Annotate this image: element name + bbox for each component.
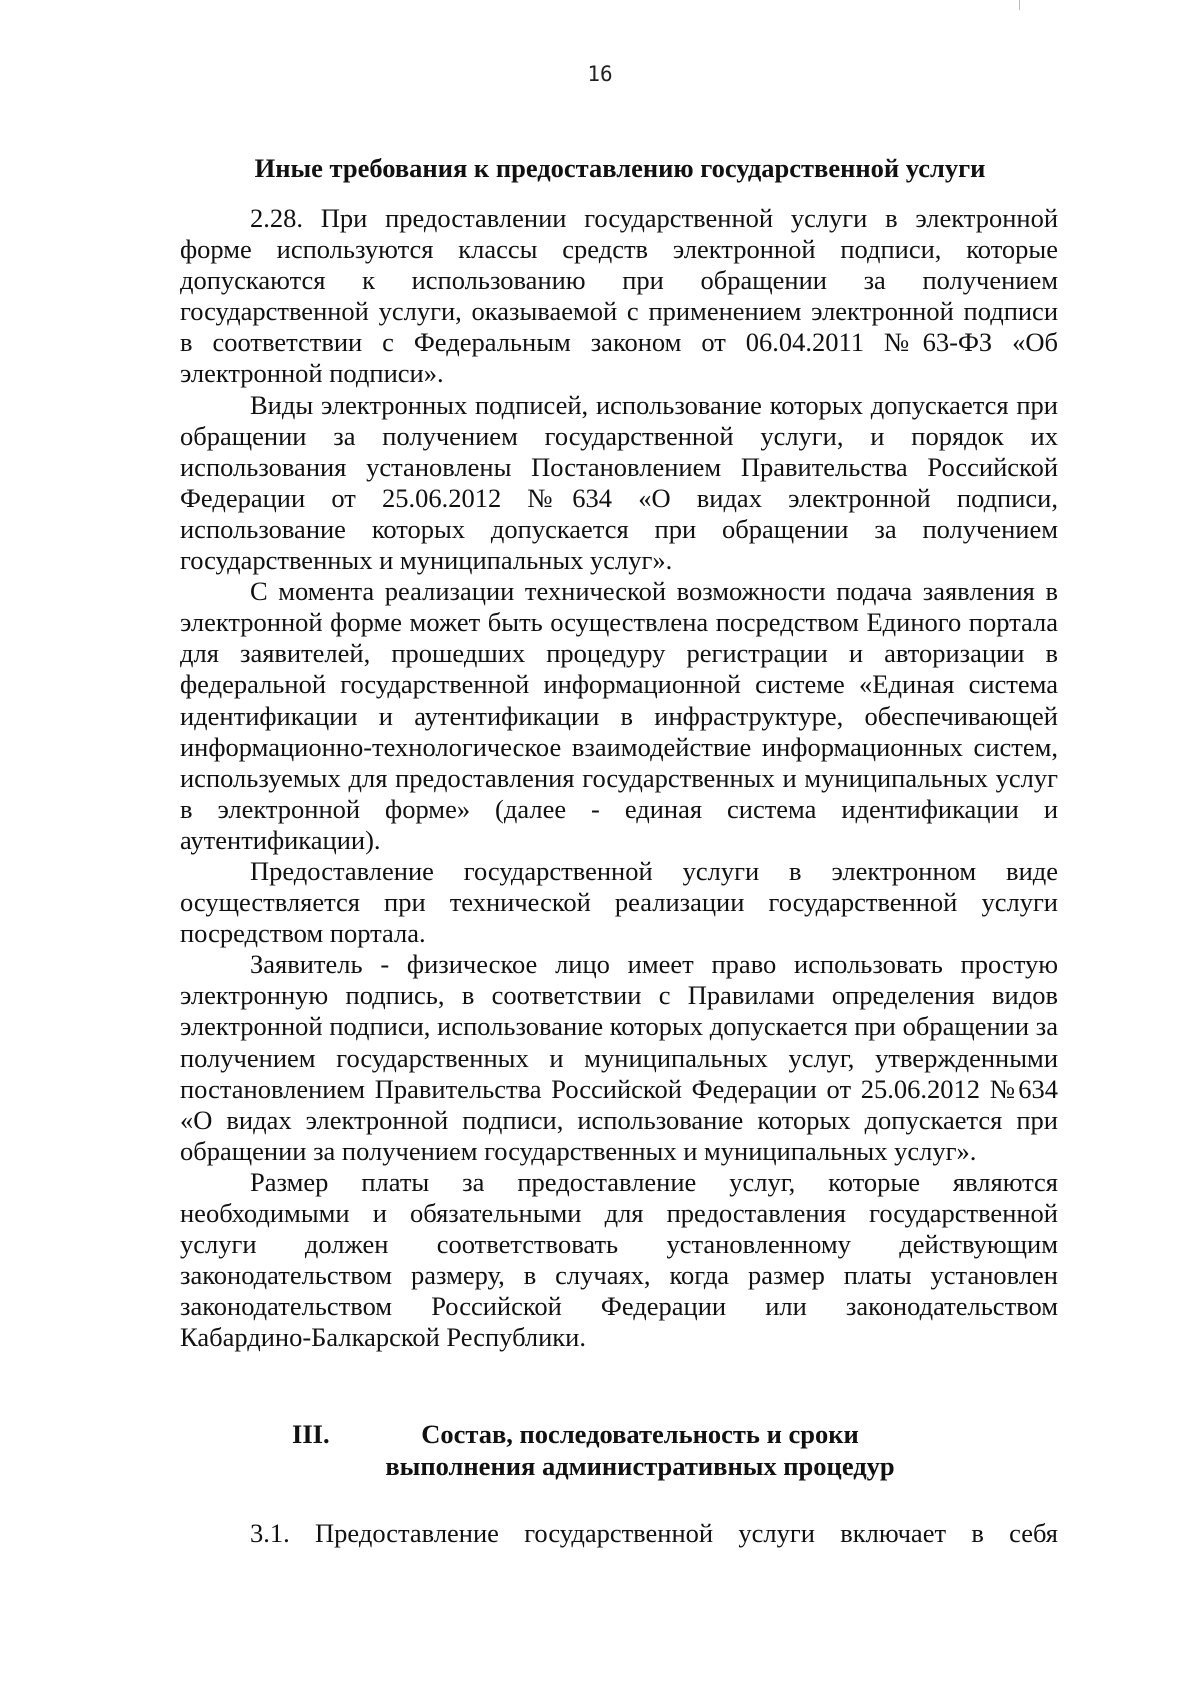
paragraph-electronic-provision: Предоставление государственной услуги в электронном виде осуществляется при технической реализации государственной услуги посредством портала. [180,855,1058,949]
section-title: Иные требования к предоставлению государственной услуги [254,153,986,183]
chapter-heading [200,1418,1060,1482]
paragraph-portal-submission: С момента реализации технической возможности подача заявления в электронной форме может быть осуществлена посредством Единого портала для заявителей, прошедших процедуру регистрации и авторизации в федеральной государственной информационной системе «Единая система идентификации и аутентификации в инфраструктуре, обеспечивающей информационно-технологическое взаимодействие информационных систем, используемых для предоставления государственных и муниципальных услуг в электронной форме» (далее - единая система идентификации и аутентификации). [180,576,1058,855]
page-number: 16 [587,62,613,86]
scan-artifact-mark [1019,0,1020,10]
paragraph-simple-signature: Заявитель - физическое лицо имеет право использовать простую электронную подпись, в соответствии с Правилами определения видов электронной подписи, использование которых допускается при обращении за получением государственных и муниципальных услуг, утвержденными постановлением Правительства Российской Федерации от 25.06.2012 №634 «О видах электронной подписи, использование которых допускается при обращении за получением государственных и муниципальных услуг». [180,949,1058,1166]
paragraph-signature-types: Виды электронных подписей, использование которых допускается при обращении за получением государственной услуги, и порядок их использования установлены Постановлением Правительства Российской Федерации от 25.06.2012 №634 «О видах электронной подписи, использование которых допускается при обращении за получением государственных и муниципальных услуг». [180,389,1058,576]
chapter-title: Состав, последовательность и сроки выполнения административных процедур [385,1419,895,1481]
paragraph-fee-size: Размер платы за предоставление услуг, которые являются необходимыми и обязательными для предоставления государственной услуги должен соответствовать установленному действующим законодательством размеру, в случаях, когда размер платы установлен законодательством Российской Федерации или законодательством Кабардино-Балкарской Республики. [180,1166,1058,1353]
body-text [180,203,1058,1353]
paragraph-2-28: 2.28. При предоставлении государственной услуги в электронной форме используются классы средств электронной подписи, которые допускаются к использованию при обращении за получением государственной услуги, оказываемой с применением электронной подписи в соответствии с Федеральным законом от 06.04.2011 №63-ФЗ «Об электронной подписи». [180,203,1058,389]
paragraph-3-1-start: 3.1. Предоставление государственной услуги включает в себя [250,1518,1058,1548]
chapter-number: III. [292,1419,330,1449]
